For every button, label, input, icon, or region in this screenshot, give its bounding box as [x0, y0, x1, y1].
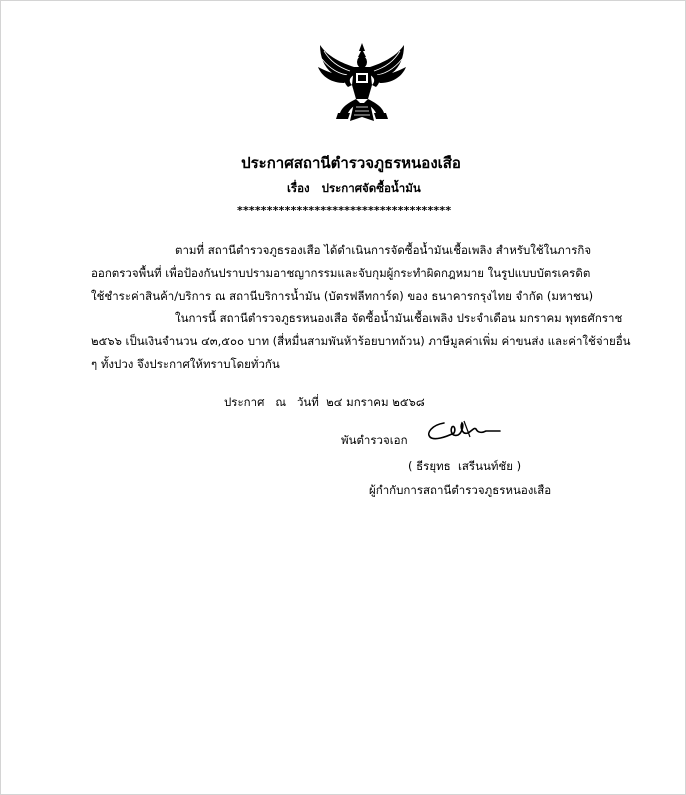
body-line-6: ๆ ทั้งปวง จึงประกาศให้ทราบโดยทั่วกัน: [91, 357, 280, 371]
garuda-emblem-icon: [314, 41, 410, 125]
body-line-1: ตามที่ สถานีตำรวจภูธรองเสือ ได้ดำเนินการจัดซื้อน้ำมันเชื้อเพลิง สำหรับใช้ในภารกิจ: [175, 243, 592, 257]
announce-date: ประกาศ ณ วันที่ ๒๔ มกราคม ๒๕๖๘: [224, 395, 425, 409]
document-title: ประกาศสถานีตำรวจภูธรหนองเสือ: [241, 154, 461, 172]
body-line-5: ๒๕๖๖ เป็นเงินจำนวน ๔๓,๕๐๐ บาท (สี่หมื่นสามพันห้าร้อยบาทถ้วน) ภาษีมูลค่าเพิ่ม ค่าขนส่ง และค่าใช้จ่ายอื่น: [91, 334, 631, 348]
body-line-3: ใช้ชำระค่าสินค้า/บริการ ณ สถานีบริการน้ำมัน (บัตรฟลีทการ์ด) ของ ธนาคารกรุงไทย จำกัด (มหาชน): [91, 289, 594, 303]
signer-name: ( ธีรยุทธ เสรีนนท์ชัย ): [408, 459, 522, 473]
separator-line: ************************************: [237, 204, 452, 217]
body-line-2: ออกตรวจพื้นที่ เพื่อป้องกันปราบปรามอาชญากรรมและจับกุมผู้กระทำผิดกฎหมาย ในรูปแบบบัตรเครดิต: [91, 266, 591, 280]
signer-rank: พันตำรวจเอก: [341, 433, 408, 447]
signer-position: ผู้กำกับการสถานีตำรวจภูธรหนองเสือ: [369, 483, 552, 497]
signature-icon: [424, 415, 504, 445]
document-subject: เรื่อง ประกาศจัดซื้อน้ำมัน: [287, 181, 421, 195]
body-line-4: ในการนี้ สถานีตำรวจภูธรหนองเสือ จัดซื้อน้ำมันเชื้อเพลิง ประจำเดือน มกราคม พุทธศักราช: [175, 311, 623, 325]
